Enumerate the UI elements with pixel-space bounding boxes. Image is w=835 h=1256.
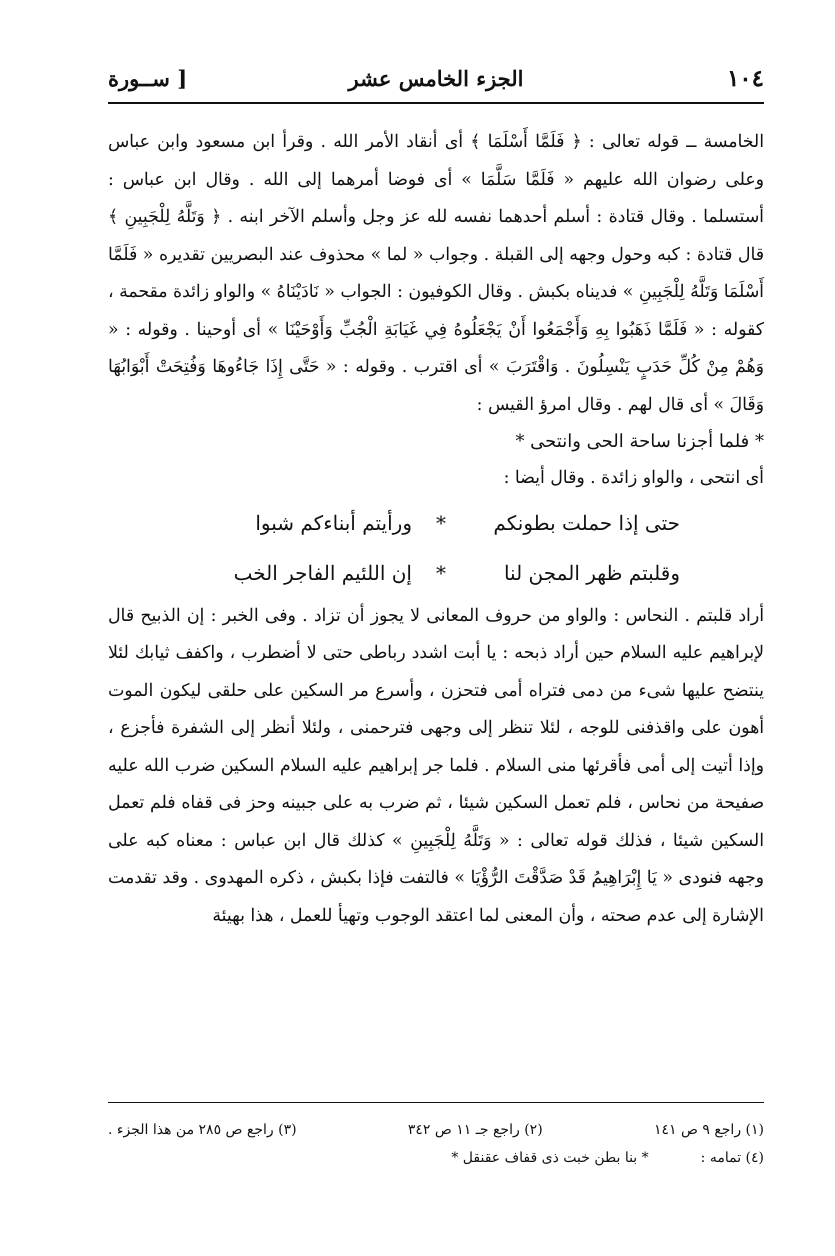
header-divider — [108, 102, 764, 104]
footnote-divider — [108, 1102, 764, 1103]
footnote-3: (٣) راجع ص ٢٨٥ من هذا الجزء . — [108, 1122, 297, 1138]
paragraph-after-verse: أى انتحى ، والواو زائدة . وقال أيضا : — [503, 468, 764, 488]
poem-separator: * — [436, 560, 446, 585]
poem-hemistich: حتى إذا حملت بطونكم — [493, 510, 680, 535]
poem-line — [108, 498, 764, 548]
chapter-title: الجزء الخامس عشر — [348, 65, 524, 91]
footnote-4-text: * بنا بطن خبت ذى قفاف عقنقل * — [451, 1150, 649, 1166]
footnote-row — [108, 1116, 764, 1144]
footnote-1: (١) راجع ٩ ص ١٤١ — [653, 1122, 764, 1138]
main-text — [108, 124, 764, 935]
poem-hemistich: ورأيتم أبناءكم شبوا — [255, 510, 412, 535]
poem-block — [108, 498, 764, 598]
footnote-2: (٢) راجع جـ ١١ ص ٣٤٢ — [407, 1122, 543, 1138]
surah-label: [ ســورة — [108, 65, 188, 91]
footnotes — [108, 1116, 764, 1172]
poem-hemistich: إن اللئيم الفاجر الخب — [233, 560, 412, 585]
poetry-verse: * فلما أجزنا ساحة الحى وانتحى * — [515, 431, 764, 452]
poem-line — [108, 548, 764, 598]
footnote-row — [108, 1144, 764, 1172]
footnote-4-label: (٤) تمامه : — [700, 1150, 764, 1166]
poem-separator: * — [436, 510, 446, 535]
page-header — [108, 56, 764, 100]
paragraph-sacrifice-story: أراد قلبتم . النحاس : والواو من حروف المعانى لا يجوز أن تزاد . وفى الخبر : إن الذبيح قال لإبراهيم عليه السلام حين أراد ذبحه : يا أبت اشدد رباطى حتى لا أضطرب ، واكفف ثيابك لئلا ينتضح عليها شىء من دمى فتراه أمى فتحزن ، وأسرع مر السكين على حلقى ليكون الموت أهون على واقذفنى للوجه ، لئلا تنظر إلى وجهى فترحمنى ، ولئلا أنظر إلى الشفرة فأجزع ، وإذا أتيت إلى أمى فأقرئها منى السلام . فلما جر إبراهيم عليه السلام السكين ضرب الله عليه صفيحة من نحاس ، فلم تعمل السكين شيئا ، ثم ضرب به على جبينه وحز فى قفاه فلم تعمل السكين شيئا ، فذلك قوله تعالى : « وَتَلَّهُ لِلْجَبِينِ » كذلك قال ابن عباس : معناه كبه على وجهه فنودى « يَا إِبْرَاهِيمُ قَدْ صَدَّقْتَ الرُّؤْيَا » فالتفت فإذا بكبش ، ذكره المهدوى . وقد تقدمت الإشارة إلى عدم صحته ، وأن المعنى لما اعتقد الوجوب وتهيأ للعمل ، هذا بهيئة — [108, 605, 764, 926]
page-number: ١٠٤ — [726, 64, 764, 92]
paragraph-fifth-point: الخامسة ــ قوله تعالى : ﴿ فَلَمَّا أَسْلَمَا ﴾ أى أنقاد الأمر الله . وقرأ ابن مسعود وابن عباس وعلى رضوان الله عليهم « فَلَمَّا سَلَّمَا » أى فوضا أمرهما إلى الله . وقال ابن عباس : أستسلما . وقال قتادة : أسلم أحدهما نفسه لله عز وجل وأسلم الآخر ابنه . ﴿ وَتَلَّهُ لِلْجَبِينِ ﴾ قال قتادة : كبه وحول وجهه إلى القبلة . وجواب « لما » محذوف عند البصريين تقديره « فَلَمَّا أَسْلَمَا وَتَلَّهُ لِلْجَبِينِ » فديناه بكبش . وقال الكوفيون : الجواب « نَادَيْنَاهُ » والواو زائدة مقحمة ، كقوله : « فَلَمَّا ذَهَبُوا بِهِ وَأَجْمَعُوا أَنْ يَجْعَلُوهُ فِي غَيَابَةِ الْجُبِّ وَأَوْحَيْنَا » أى أوحينا . وقوله : « وَهُمْ مِنْ كُلِّ حَدَبٍ يَنْسِلُونَ . وَاقْتَرَبَ » أى اقترب . وقوله : « حَتَّى إِذَا جَاءُوهَا وَفُتِحَتْ أَبْوَابُهَا وَقَالَ » أى قال لهم . وقال امرؤ القيس : — [108, 132, 764, 415]
book-page — [108, 56, 764, 1206]
poem-hemistich: وقلبتم ظهر المجن لنا — [503, 560, 680, 585]
